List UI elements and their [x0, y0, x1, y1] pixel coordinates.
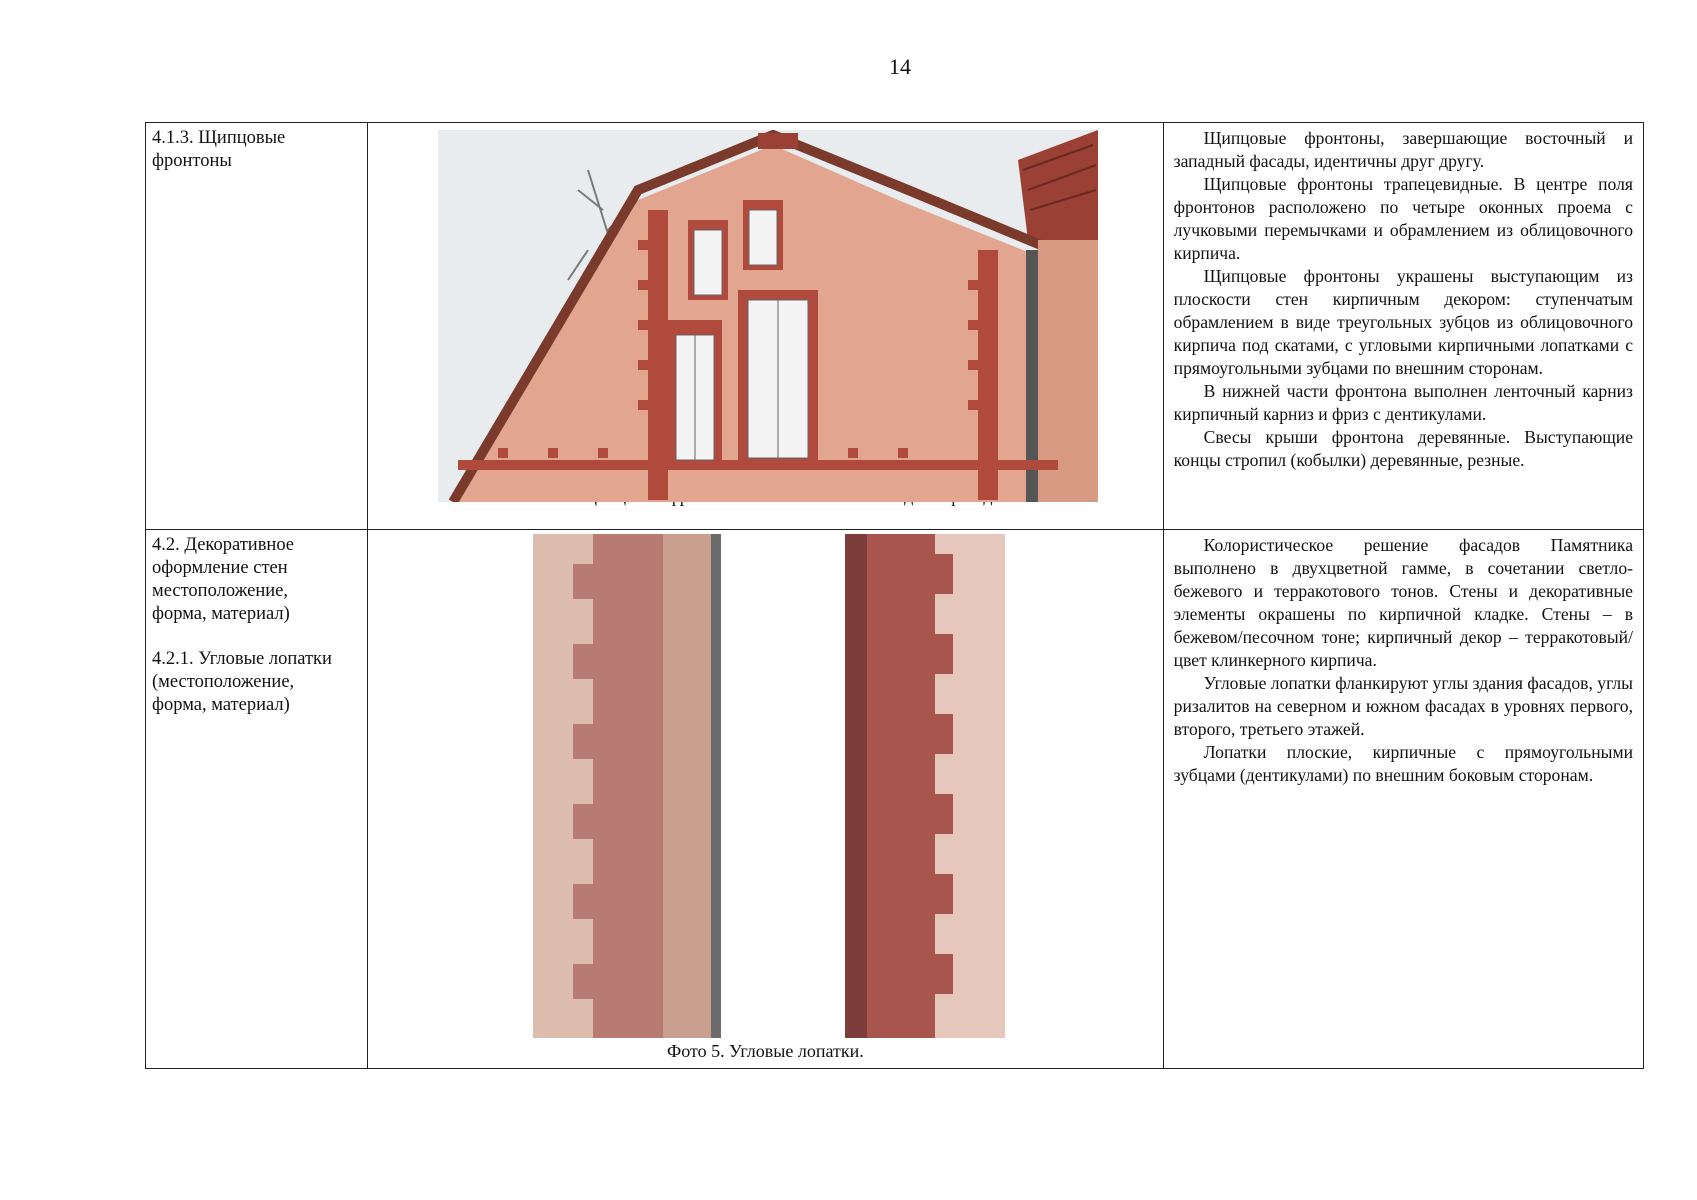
label-line: форма, материал)	[152, 695, 290, 715]
description-paragraph: Свесы крыши фронтона деревянные. Выступающие концы стропил (кобылки) деревянные, резные.	[1173, 427, 1633, 470]
label-line: (местоположение,	[152, 672, 295, 692]
label-line: оформление стен	[152, 558, 288, 578]
description-paragraph: Щипцовые фронтоны украшены выступающим из плоскости стен кирпичным декором: ступенчатым обрамлением в виде треугольных зубцов из облицовочного кирпича под скатами, с угловыми кирпичными лопатками с прямоугольными зубцами по внешним сторонам.	[1173, 266, 1633, 378]
label-cell	[146, 123, 368, 530]
photo-cell	[368, 123, 1164, 530]
description-paragraph: Угловые лопатки фланкируют углы здания фасадов, углы ризалитов на северном и южном фасадах в уровнях первого, второго, третьего этажей.	[1173, 673, 1633, 739]
label-line: форма, материал)	[152, 604, 290, 624]
label-line: 4.1.3. Щипцовые	[152, 128, 286, 148]
description-paragraph: Лопатки плоские, кирпичные с прямоугольными зубцами (дентикулами) по внешним боковым сторонам.	[1173, 742, 1633, 785]
label-line: 4.2.1. Угловые лопатки	[152, 649, 332, 669]
description-cell	[1163, 123, 1643, 530]
attributes-table	[145, 122, 1644, 1069]
description-paragraph: В нижней части фронтона выполнен ленточный карниз кирпичный карниз и фриз с дентикулами.	[1173, 381, 1633, 424]
gable-photo	[438, 130, 1098, 502]
label-line: 4.2. Декоративное	[152, 535, 295, 555]
label-line: местоположение,	[152, 581, 288, 601]
photo-caption: Фото 5. Угловые лопатки.	[667, 1041, 864, 1061]
photo-cell	[368, 530, 1164, 1069]
pilaster-photo-right	[845, 534, 1005, 1038]
page-number: 14	[889, 54, 911, 79]
description-paragraph: Щипцовые фронтоны трапецевидные. В центре поля фронтонов расположено по четыре оконных проема с лучковыми перемычками и обрамлением из облицовочного кирпича.	[1173, 174, 1633, 263]
table-row	[146, 530, 1644, 1069]
description-cell	[1163, 530, 1643, 1069]
label-line: фронтоны	[152, 151, 232, 171]
description-paragraph: Колористическое решение фасадов Памятника выполнено в двухцветной гамме, в сочетании светло-бежевого и терракотового тонов. Стены и декоративные элементы окрашены по кирпичной кладке. Стены – в бежевом/песочном тоне; кирпичный декор – терракотовый/цвет клинкерного кирпича.	[1173, 535, 1633, 670]
description-paragraph: Щипцовые фронтоны, завершающие восточный и западный фасады, идентичны друг другу.	[1173, 128, 1633, 171]
label-cell	[146, 530, 368, 1069]
table-row	[146, 123, 1644, 530]
pilaster-photo-left	[533, 534, 721, 1038]
